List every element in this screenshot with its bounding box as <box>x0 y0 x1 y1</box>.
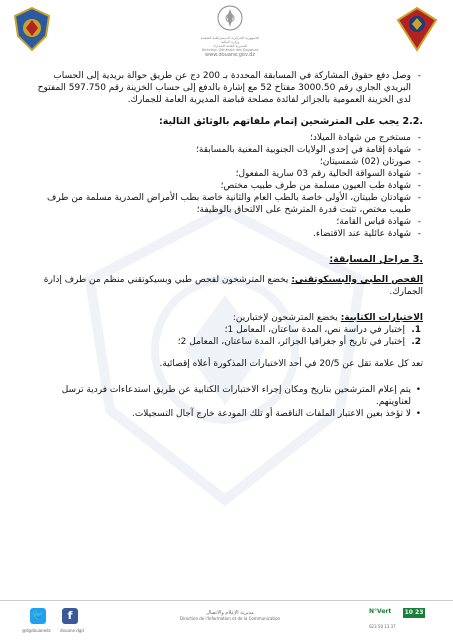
twitter-handle[interactable]: @dgdouanedz <box>22 628 51 633</box>
list-item: - شهادة إقامة في إحدى الولايات الجنوبية المعنية بالمسابقة؛ <box>28 144 423 156</box>
list-item: - شهادة عائلية عند الاقتضاء. <box>28 228 423 240</box>
written-test-text: إختبار في تاريخ أو جغرافيا الجزائر، المدة ساعتان، المعامل 2؛ <box>177 337 405 347</box>
footer-divider <box>0 600 453 601</box>
green-number <box>369 608 429 620</box>
footer-directorate-fr: Direction de l'Information et de la Communication <box>179 616 281 621</box>
written-test-number: 2. <box>411 337 421 347</box>
customs-emblem-left-icon <box>12 6 52 52</box>
header-line: الجمهورية الجزائرية الديمقراطية الشعبية <box>200 36 260 40</box>
list-item: - مستخرج من شهادة الميلاد؛ <box>28 132 423 144</box>
written-tests-intro: يخضع المترشحون لإختبارين: <box>232 313 338 323</box>
list-item: - شهادتان طبيتان، الأولى خاصة بالطب العام والثانية خاصة بطب الأمراض الصدرية مسلمة من طرف طبيب مختص، تثبت قدرة المترشح على الالتحاق بالوظيفة؛ <box>28 192 423 216</box>
facebook-handle[interactable]: douane.dgd <box>60 628 84 633</box>
medical-exam-paragraph <box>28 274 423 298</box>
list-item: - صورتان (02) شمسيتان؛ <box>28 156 423 168</box>
note-item: • لا تؤخذ بعين الاعتبار الملفات الناقصة أو تلك المودعة خارج آجال التسجيلات. <box>28 408 423 420</box>
algeria-emblem-center-icon <box>216 4 244 32</box>
customs-badge-right-icon <box>396 6 438 52</box>
footer-phone: 023 50 13 37 <box>369 624 396 629</box>
written-tests-label: الاختبارات الكتابية: <box>340 313 423 323</box>
section-3-number: .3 <box>412 254 423 265</box>
green-number-value: 10 23 <box>404 609 424 616</box>
section-3-title <box>28 254 423 266</box>
header-line: Direction Générale des Douanes <box>201 48 259 52</box>
payment-paragraph: - وصل دفع حقوق المشاركة في المسابقة المحددة بـ 200 دج عن طريق حوالة بريدية إلى الحساب البريدي الجاري رقم 3000.50 مفتاح 52 مع إشارة بالدفع إلى حساب الخزينة رقم 597.750 المفتوح لدى الخزينة العمومية بالجزائر لفائدة مصلحة قباضة المديرية العامة للجمارك. <box>28 70 423 106</box>
documents-list <box>28 132 423 240</box>
elimination-note: تعد كل علامة تقل عن 20/5 في أحد الاختبارات المذكورة أعلاه إقصائية. <box>159 359 423 369</box>
section-2-heading: يجب على المترشحين إتمام ملفاتهم بالوثائق التالية: <box>158 116 400 127</box>
written-test-text: إختبار في دراسة نص، المدة ساعتان، المعامل 1؛ <box>224 325 405 335</box>
twitter-icon[interactable]: 🐦 <box>30 608 46 624</box>
medical-exam-text: يخضع المترشحون لفحص طبي وبسيكوتقني منظم من طرف إدارة الجمارك. <box>43 275 423 297</box>
footer-center <box>150 610 310 621</box>
list-item: - شهادة قياس القامة؛ <box>28 216 423 228</box>
header-url: www.douane.gov.dz <box>205 52 255 58</box>
header-line: المديرية العامة للجمارك <box>212 44 248 48</box>
document-body <box>28 70 423 420</box>
written-tests-paragraph <box>28 312 423 324</box>
facebook-icon[interactable]: f <box>62 608 78 624</box>
written-test-item <box>28 324 423 336</box>
header-line: وزارة المالية <box>220 40 240 44</box>
section-2-title <box>28 116 423 128</box>
footer-directorate-ar: مديرية الإعلام والاتصال <box>206 610 254 616</box>
footer <box>0 600 453 640</box>
header <box>0 0 453 64</box>
medical-exam-label: الفحص الطبي والبسيكوتقني: <box>291 275 423 285</box>
green-number-label: N°Vert <box>369 608 392 615</box>
written-test-item <box>28 336 423 348</box>
note-item: • يتم إعلام المترشحين بتاريخ ومكان إجراء الاختبارات الكتابية عن طريق استدعاءات فردية ترسل لعناوينهم. <box>28 384 423 408</box>
list-item: - شهادة السواقة الحالية رقم 03 سارية المفعول؛ <box>28 168 423 180</box>
written-test-number: 1. <box>411 325 421 335</box>
section-2-number: .2.2 <box>402 116 423 127</box>
section-3-heading: مراحل المسابقة: <box>329 254 410 265</box>
list-item: - شهادة طب العيون مسلمة من طرف طبيب مختص؛ <box>28 180 423 192</box>
